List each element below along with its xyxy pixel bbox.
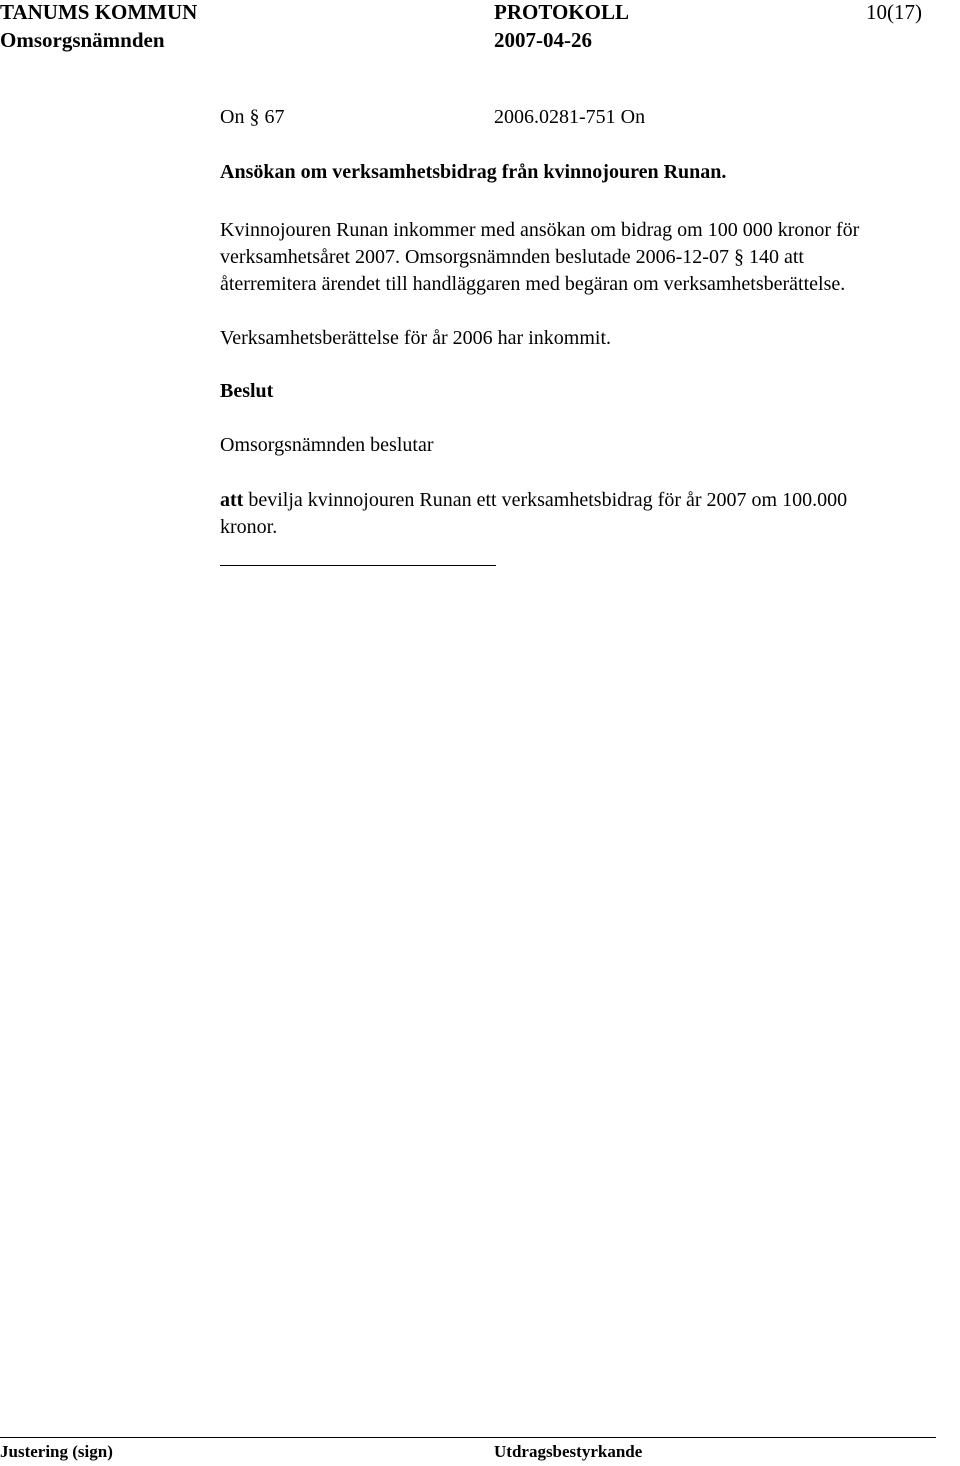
decision-text-line2: kronor. [220, 516, 278, 538]
section-end-rule [220, 565, 496, 566]
case-reference: 2006.0281-751 On [494, 106, 646, 128]
body-para1-line1: Kvinnojouren Runan inkommer med ansökan om bidrag om 100 000 kronor för [220, 219, 860, 241]
header-date: 2007-04-26 [494, 28, 592, 52]
decision-line1 [220, 487, 847, 514]
page-number-text: 10(17) [866, 0, 922, 24]
case-title: Ansökan om verksamhetsbidrag från kvinnojouren Runan. [220, 161, 727, 183]
decision-intro: Omsorgsnämnden beslutar [220, 434, 434, 456]
body-para1-line3: återremitera ärendet till handläggaren med begäran om verksamhetsberättelse. [220, 273, 846, 295]
header-page-number [866, 0, 922, 24]
header-org: TANUMS KOMMUN [0, 0, 198, 24]
decision-heading: Beslut [220, 380, 274, 402]
footer-rule [0, 1437, 936, 1438]
footer-justering: Justering (sign) [0, 1442, 113, 1461]
header-committee: Omsorgsnämnden [0, 28, 165, 52]
paragraph-number: On § 67 [220, 106, 285, 128]
body-para1-line2: verksamhetsåret 2007. Omsorgsnämnden beslutade 2006-12-07 § 140 att [220, 246, 804, 268]
decision-att: att [220, 489, 244, 511]
body-para2: Verksamhetsberättelse för år 2006 har inkommit. [220, 327, 611, 349]
footer-utdragsbestyrkande: Utdragsbestyrkande [494, 1442, 643, 1461]
decision-text-line1: bevilja kvinnojouren Runan ett verksamhetsbidrag för år 2007 om 100.000 [248, 489, 848, 511]
header-doc-type: PROTOKOLL [494, 0, 629, 24]
